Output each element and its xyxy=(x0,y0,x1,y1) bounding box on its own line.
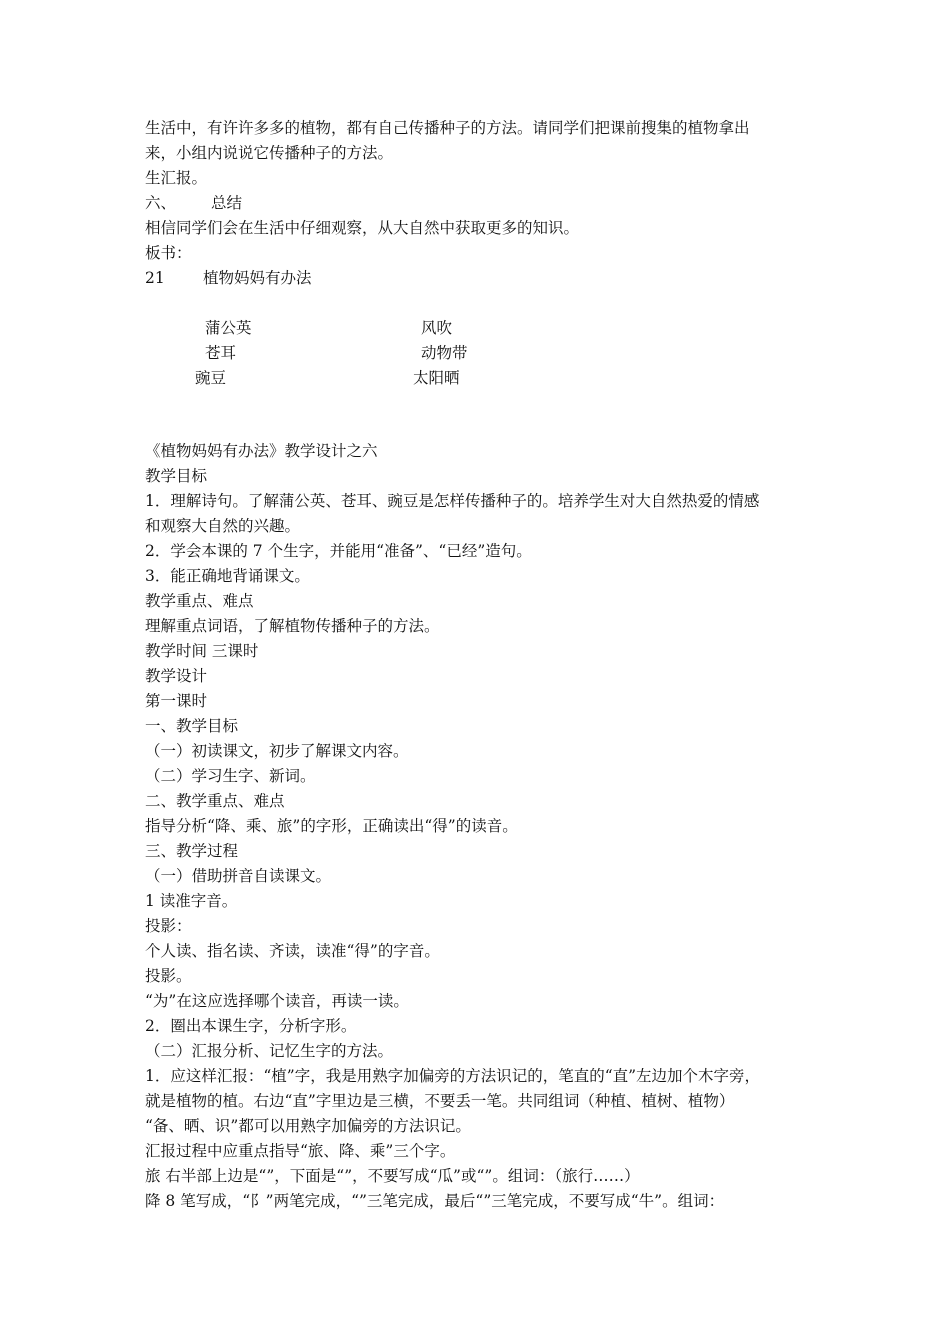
board-method: 风吹 xyxy=(421,319,453,337)
section-number: 六、 xyxy=(145,194,177,212)
paragraph-line: “为”在这应选择哪个读音，再读一读。 xyxy=(145,992,409,1010)
board-plant: 蒲公英 xyxy=(205,319,252,337)
heading: 二、教学重点、难点 xyxy=(145,792,285,810)
board-method: 太阳晒 xyxy=(413,369,460,387)
section-heading: 总结 xyxy=(211,194,243,212)
paragraph-line: 1．应这样汇报：“植”字，我是用熟字加偏旁的方法识记的，笔直的“直”左边加个木字旁， xyxy=(145,1067,761,1085)
paragraph-line: （一）初读课文，初步了解课文内容。 xyxy=(145,742,409,760)
paragraph-line: 相信同学们会在生活中仔细观察，从大自然中获取更多的知识。 xyxy=(145,219,580,237)
board-method: 动物带 xyxy=(421,344,468,362)
paragraph-line: 2．学会本课的 7 个生字，并能用“准备”、“已经”造句。 xyxy=(145,542,532,560)
paragraph-line: 教学时间 三课时 xyxy=(145,642,259,660)
paragraph-line: （一）借助拼音自读课文。 xyxy=(145,867,332,885)
paragraph-line: 旅 右半部上边是“”，下面是“”，不要写成“瓜”或“”。组词：（旅行……） xyxy=(145,1167,640,1185)
paragraph-line: 个人读、指名读、齐读，读准“得”的字音。 xyxy=(145,942,440,960)
paragraph-line: 生活中，有许许多多的植物，都有自己传播种子的方法。请同学们把课前搜集的植物拿出 xyxy=(145,119,750,137)
heading: 一、教学目标 xyxy=(145,717,239,735)
paragraph-line: “备、晒、识”都可以用熟字加偏旁的方法识记。 xyxy=(145,1117,471,1135)
paragraph-line: 2．圈出本课生字，分析字形。 xyxy=(145,1017,357,1035)
paragraph-line: 指导分析“降、乘、旅”的字形，正确读出“得”的读音。 xyxy=(145,817,518,835)
heading: 三、教学过程 xyxy=(145,842,239,860)
heading: 第一课时 xyxy=(145,692,208,710)
paragraph-line: 板书： xyxy=(145,244,192,262)
board-plant: 豌豆 xyxy=(195,369,227,387)
board-plant: 苍耳 xyxy=(205,344,237,362)
board-lesson-number: 21 xyxy=(145,269,165,287)
heading: 教学重点、难点 xyxy=(145,592,254,610)
paragraph-line: 汇报过程中应重点指导“旅、降、乘”三个字。 xyxy=(145,1142,456,1160)
paragraph-line: 和观察大自然的兴趣。 xyxy=(145,517,301,535)
paragraph-line: 来，小组内说说它传播种子的方法。 xyxy=(145,144,394,162)
paragraph-line: 投影。 xyxy=(145,967,192,985)
paragraph-line: 理解重点词语，了解植物传播种子的方法。 xyxy=(145,617,440,635)
paragraph-line: 降 8 笔写成，“阝”两笔完成，“”三笔完成，最后“”三笔完成，不要写成“牛”。组词： xyxy=(145,1192,725,1210)
paragraph-line: （二）汇报分析、记忆生字的方法。 xyxy=(145,1042,394,1060)
paragraph-line: （二）学习生字、新词。 xyxy=(145,767,316,785)
doc-title: 《植物妈妈有办法》教学设计之六 xyxy=(145,442,378,460)
heading: 教学设计 xyxy=(145,667,208,685)
paragraph-line: 3．能正确地背诵课文。 xyxy=(145,567,310,585)
paragraph-line: 投影： xyxy=(145,917,192,935)
paragraph-line: 1 读准字音。 xyxy=(145,892,238,910)
paragraph-line: 就是植物的植。右边“直”字里边是三横，不要丢一笔。共同组词（种植、植树、植物） xyxy=(145,1092,735,1110)
paragraph-line: 生汇报。 xyxy=(145,169,208,187)
heading: 教学目标 xyxy=(145,467,208,485)
paragraph-line: 1．理解诗句。了解蒲公英、苍耳、豌豆是怎样传播种子的。培养学生对大自然热爱的情感 xyxy=(145,492,760,510)
board-lesson-title: 植物妈妈有办法 xyxy=(203,269,312,287)
